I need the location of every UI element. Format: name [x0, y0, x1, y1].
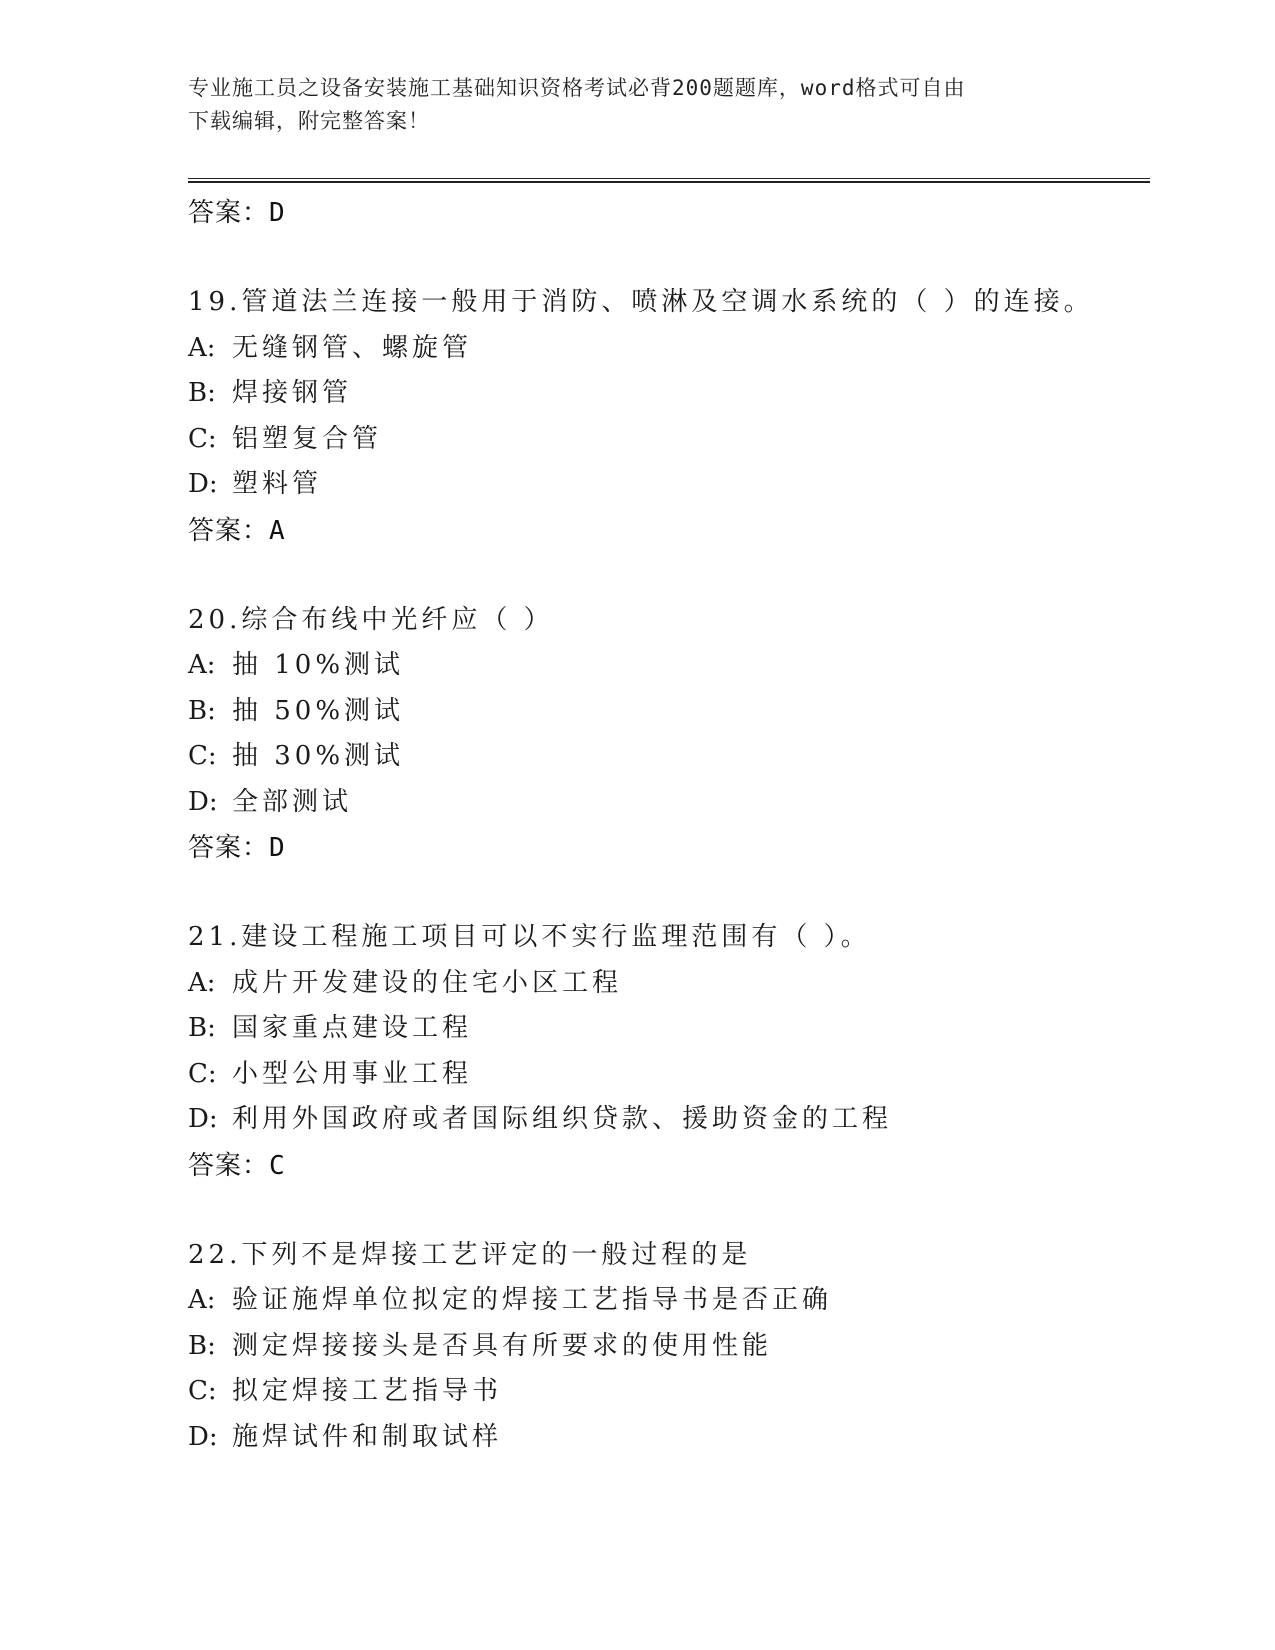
- option-c: [188, 1369, 1148, 1415]
- option-label: A:: [188, 1285, 216, 1315]
- option-a: [188, 1278, 1148, 1324]
- option-b: [188, 371, 1148, 417]
- option-text: 验证施焊单位拟定的焊接工艺指导书是否正确: [232, 1285, 833, 1315]
- option-c: [188, 1052, 1148, 1098]
- option-label: D:: [188, 1421, 218, 1452]
- answer-line: 答案：C: [188, 1150, 286, 1181]
- option-label: A:: [188, 650, 216, 680]
- option-text: 拟定焊接工艺指导书: [232, 1376, 503, 1406]
- question-stem: 19.管道法兰连接一般用于消防、喷淋及空调水系统的（ ）的连接。: [188, 287, 1094, 317]
- question-block: [188, 1233, 1148, 1461]
- option-a: [188, 326, 1148, 372]
- option-label: B:: [188, 695, 216, 726]
- option-c: [188, 417, 1148, 463]
- document-body: [188, 190, 1148, 1460]
- spacer: [188, 1189, 1148, 1233]
- option-label: D:: [188, 1104, 218, 1134]
- spacer: [188, 554, 1148, 598]
- question-stem: 20.综合布线中光纤应（ ）: [188, 604, 554, 635]
- option-label: D:: [188, 786, 218, 817]
- option-b: [188, 1006, 1148, 1052]
- option-label: C:: [188, 1376, 217, 1406]
- spacer: [188, 871, 1148, 915]
- option-label: D:: [188, 469, 218, 499]
- option-a: [188, 961, 1148, 1007]
- option-label: C:: [188, 741, 217, 771]
- option-text: 抽 30%测试: [232, 741, 405, 771]
- header-line-1: 专业施工员之设备安装施工基础知识资格考试必背200题题库，word格式可自由: [188, 76, 966, 100]
- option-text: 国家重点建设工程: [232, 1013, 473, 1043]
- option-b: [188, 689, 1148, 735]
- option-c: [188, 734, 1148, 780]
- option-text: 抽 50%测试: [232, 695, 405, 726]
- option-a: [188, 643, 1148, 689]
- answer-line: 答案：D: [188, 198, 286, 228]
- question-block: [188, 280, 1148, 554]
- spacer: [188, 236, 1148, 280]
- option-text: 焊接钢管: [232, 378, 353, 408]
- header-divider: [188, 178, 1150, 183]
- option-text: 施焊试件和制取试样: [232, 1421, 503, 1452]
- option-d: [188, 1097, 1148, 1143]
- option-text: 小型公用事业工程: [232, 1058, 473, 1089]
- option-text: 利用外国政府或者国际组织贷款、援助资金的工程: [232, 1104, 893, 1134]
- question-stem: 22.下列不是焊接工艺评定的一般过程的是: [188, 1239, 752, 1270]
- option-d: [188, 462, 1148, 508]
- option-label: C:: [188, 423, 217, 454]
- option-b: [188, 1324, 1148, 1370]
- question-block: [188, 915, 1148, 1189]
- option-label: C:: [188, 1058, 217, 1089]
- question-block: [188, 598, 1148, 872]
- option-label: B:: [188, 1013, 216, 1043]
- question-stem: 21.建设工程施工项目可以不实行监理范围有（ ）。: [188, 922, 871, 952]
- option-text: 全部测试: [232, 786, 353, 817]
- answer-line: 答案：D: [188, 833, 286, 863]
- option-text: 无缝钢管、螺旋管: [232, 332, 473, 363]
- option-text: 铝塑复合管: [232, 423, 383, 454]
- option-label: B:: [188, 378, 216, 408]
- option-text: 抽 10%测试: [232, 650, 405, 680]
- document-header: [188, 72, 1068, 138]
- option-d: [188, 1415, 1148, 1461]
- option-label: A:: [188, 967, 216, 998]
- header-line-2: 下载编辑，附完整答案！: [188, 109, 430, 133]
- option-text: 测定焊接接头是否具有所要求的使用性能: [232, 1330, 773, 1361]
- answer-line: 答案：A: [188, 515, 286, 546]
- option-label: B:: [188, 1330, 216, 1361]
- option-label: A:: [188, 332, 216, 363]
- option-d: [188, 780, 1148, 826]
- option-text: 塑料管: [232, 469, 323, 499]
- option-text: 成片开发建设的住宅小区工程: [232, 967, 623, 998]
